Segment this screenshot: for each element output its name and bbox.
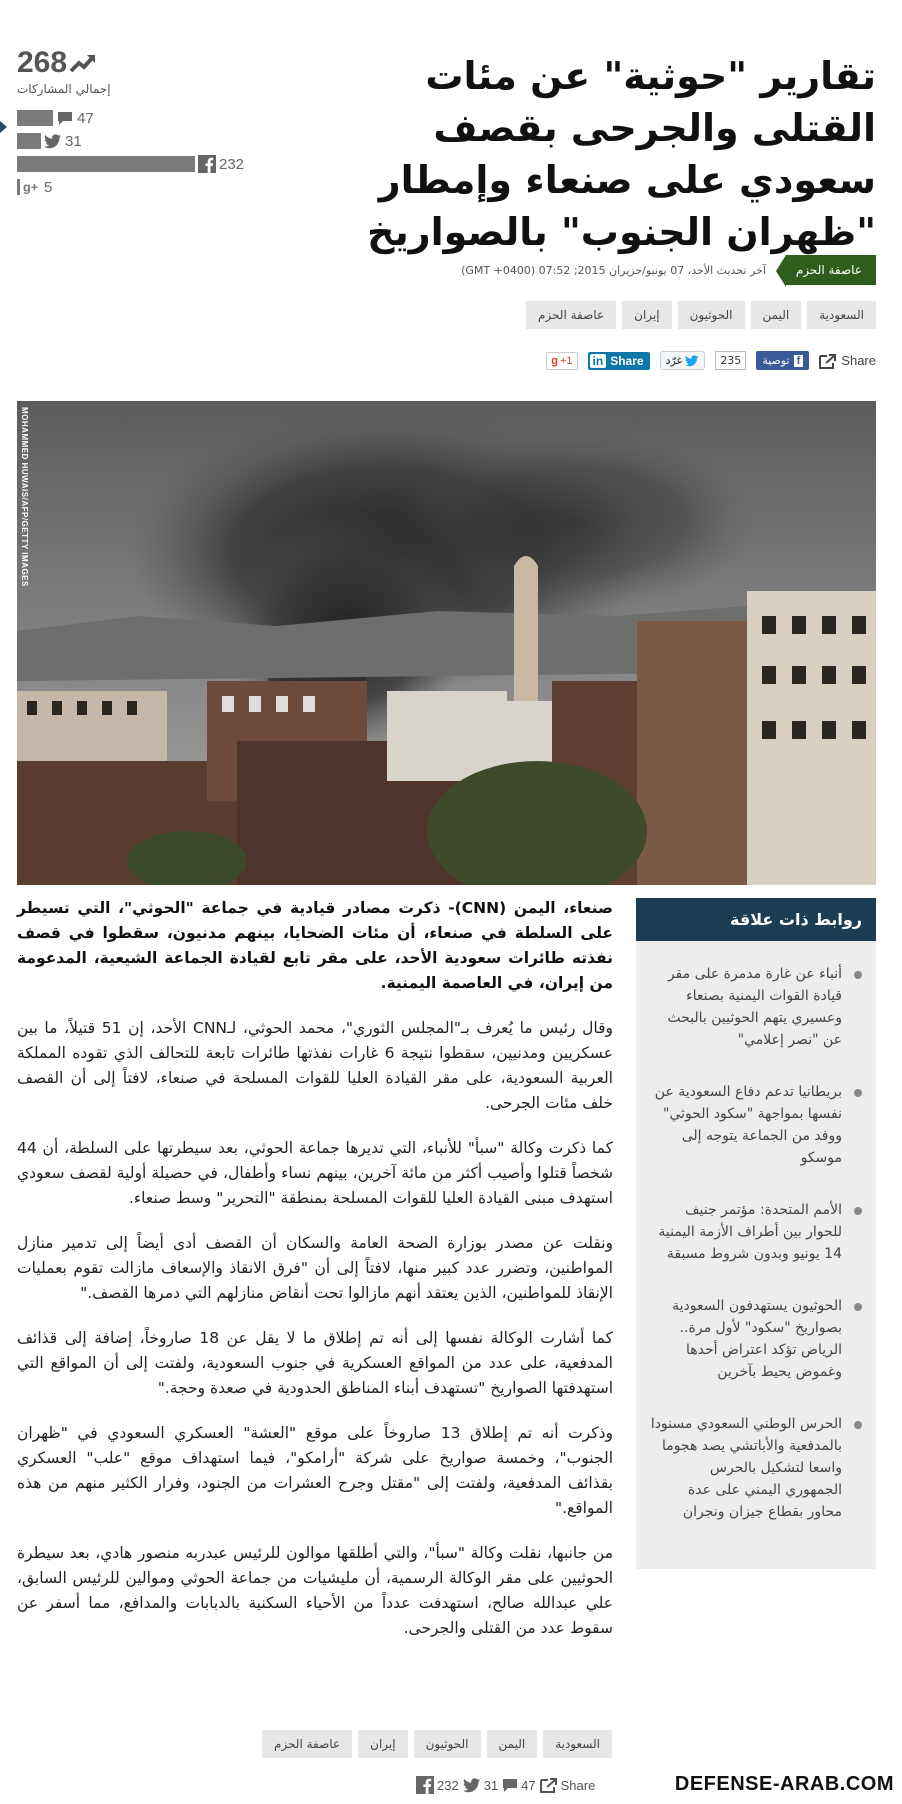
footer-twitter-count: 31 xyxy=(483,1777,499,1793)
facebook-recommend-label: توصية xyxy=(762,354,790,367)
share-total-number: 268 xyxy=(17,46,68,79)
share-bars xyxy=(17,108,267,200)
last-updated: آخر تحديث الأحد، 07 يونيو/حزيران 2015; 07:52 (GMT +0400) xyxy=(461,263,766,277)
article-headline: تقارير "حوثية" عن مئات القتلى والجرحى بقصف سعودي على صنعاء وإمطار "ظهران الجنوب" بالصواريخ xyxy=(367,54,876,254)
twitter-icon xyxy=(463,1778,481,1793)
bullet-icon xyxy=(854,1207,862,1215)
footer-comments[interactable] xyxy=(502,1778,535,1793)
tag-saudi[interactable]: السعودية xyxy=(543,1730,612,1758)
tag-yemen[interactable]: اليمن xyxy=(487,1730,538,1758)
related-links-list xyxy=(636,941,876,1569)
footer-facebook-share[interactable] xyxy=(416,1776,459,1794)
tags-bottom xyxy=(262,1730,612,1758)
linkedin-share-label: Share xyxy=(610,353,644,368)
site-watermark: DEFENSE-ARAB.COM xyxy=(674,1773,894,1795)
tweet-button[interactable] xyxy=(660,351,706,370)
section-badge[interactable]: عاصفة الحزم xyxy=(786,255,876,285)
hero-image xyxy=(17,401,876,885)
related-link-item xyxy=(650,1295,862,1383)
tag-decisive-storm[interactable]: عاصفة الحزم xyxy=(262,1730,352,1758)
twitter-share-row[interactable] xyxy=(17,131,267,151)
comments-share-row[interactable] xyxy=(17,108,267,128)
related-link-item xyxy=(650,1199,862,1265)
article-paragraph: من جانبها، نقلت وكالة "سبأ"، والتي أطلقها موالون للرئيس عبدربه منصور هادي، بعد سيطرة الحوثيين على مقر الوكالة الرسمية، أن مليشيات من جماعة الحوثي وموالين للرئيس السابق، علي عبدالله صالح، استهدفت عدداً من الأحياء السكنية بالدبابات والمدافع، مما أسفر عن سقوط عدد من القتلى والجرحى. xyxy=(17,1544,613,1637)
share-icon xyxy=(819,353,837,369)
article-paragraph: وقال رئيس ما يُعرف بـ"المجلس الثوري"، محمد الحوثي، لـCNN الأحد، إن 51 قتيلاً، ما بين عسكريين ومدنيين، سقطوا نتيجة 6 غارات نفذتها طائرات تابعة للتحالف الذي تقوده المملكة العربية السعودية، على مقر القيادة العليا للقوات المسلحة في صنعاء، لافتاً إلى أن القصف خلف مئات الجرحى. xyxy=(17,1019,613,1112)
bullet-icon xyxy=(854,971,862,979)
footer-share-label: Share xyxy=(560,1777,596,1793)
article-lead-paragraph: صنعاء، اليمن (CNN)- ذكرت مصادر قيادية في جماعة "الحوثي"، التي تسيطر على السلطة في صنعاء، أن مئات الضحايا، بينهم مدنيون، سقطوا في قصف نفذته طائرات سعودية الأحد، على مقر تابع لقيادة الجماعة الشيعية، المدعومة من إيران، في العاصمة اليمنية. xyxy=(17,899,613,992)
tag-iran[interactable]: إيران xyxy=(622,301,671,329)
sanaa-smoke-photo xyxy=(17,401,876,885)
twitter-icon xyxy=(44,132,62,150)
related-links xyxy=(636,898,876,1569)
tweet-label: غرّد xyxy=(665,354,683,367)
comment-icon xyxy=(56,109,74,127)
facebook-recommend-button[interactable] xyxy=(756,351,809,370)
tag-houthis[interactable]: الحوثيون xyxy=(414,1730,481,1758)
footer-comments-count: 47 xyxy=(521,1777,536,1793)
related-link[interactable]: أنباء عن غارة مدمرة على مقر قيادة القوات اليمنية بصنعاء وعسيري يتهم الحوثيين بالبحث عن "نصر إعلامي" xyxy=(667,966,842,1048)
gplus-share-row[interactable] xyxy=(17,177,267,197)
article-paragraph: ونقلت عن مصدر بوزارة الصحة العامة والسكان أن القصف أدى أيضاً إلى تدمير منازل المواطنين، وتضرر عدد كبير منها، لافتاً إلى أن "فرق الانقاذ والإسعاف مازالت تقوم بعمليات الإنقاذ للمواطنين، الذين يعتقد أنهم مازالوا تحت أنقاض منازلهم التي دمرها القصف." xyxy=(17,1234,613,1302)
social-share-row xyxy=(546,351,876,370)
facebook-share-row[interactable] xyxy=(17,154,267,174)
article-paragraph: كما أشارت الوكالة نفسها إلى أنه تم إطلاق ما لا يقل عن 18 صاروخاً، إضافة إلى قذائف المدفعية، على عدد من المواقع العسكرية في جنوب السعودية، ولفتت إلى أن المواقع التي استهدفتها الصواريخ "تستهدف أبناء المناطق الحدودية في صعدة وحجة." xyxy=(17,1329,613,1397)
footer-twitter-share[interactable] xyxy=(463,1778,498,1793)
tag-decisive-storm[interactable]: عاصفة الحزم xyxy=(526,301,616,329)
share-label: Share xyxy=(841,353,876,368)
comment-icon xyxy=(502,1778,518,1793)
facebook-small-icon: f xyxy=(794,355,804,367)
related-link[interactable]: الحوثيون يستهدفون السعودية بصواريخ "سكود" لأول مرة.. الرياض تؤكد اعتراض أحدها وغموض يحيط بآخرين xyxy=(672,1298,842,1380)
footer-facebook-count: 232 xyxy=(437,1777,459,1793)
share-button[interactable] xyxy=(819,353,876,369)
footer-share-row xyxy=(416,1776,595,1794)
related-links-title: روابط ذات علاقة xyxy=(636,898,876,941)
footer-share-button[interactable] xyxy=(540,1777,596,1793)
share-icon xyxy=(540,1777,558,1793)
photo-credit: MOHAMMED HUWAIS/AFP/GETTY IMAGES xyxy=(20,407,29,587)
article-paragraph: كما ذكرت وكالة "سبأ" للأنباء، التي تديرها جماعة الحوثي، بعد سيطرتها على السلطة، أن 44 شخصاً قتلوا وأصيب أكثر من مائة آخرين، بينهم نساء وأطفال، في حصيلة أولية لقصف سعودي استهدف مبنى القيادة العليا للقوات المسلحة بمنطقة "التحرير" وسط صنعاء. xyxy=(17,1139,613,1207)
gplus-share-count: 5 xyxy=(44,178,53,196)
tag-iran[interactable]: إيران xyxy=(358,1730,407,1758)
facebook-share-count: 232 xyxy=(219,155,245,173)
related-link[interactable]: الحرس الوطني السعودي مسنودا بالمدفعية والأباتشي يصد هجوما واسعا لتشكيل بالحرس الجمهوري اليمني على عدة محاور بقطاع جيزان ونجران xyxy=(650,1416,842,1520)
tag-houthis[interactable]: الحوثيون xyxy=(678,301,745,329)
svg-text:g+: g+ xyxy=(23,180,39,195)
facebook-recommend-count: 235 xyxy=(715,351,746,370)
twitter-share-bar xyxy=(17,133,41,149)
article-meta xyxy=(461,255,876,285)
comments-share-count: 47 xyxy=(77,109,94,127)
gplus-label: +1 xyxy=(560,354,573,367)
comments-share-bar xyxy=(17,110,53,126)
article-body xyxy=(17,896,613,1661)
twitter-share-count: 31 xyxy=(65,132,82,150)
gplus-small-icon: g xyxy=(551,354,558,367)
twitter-bird-icon xyxy=(685,355,699,367)
gplus-share-bar xyxy=(17,179,20,195)
facebook-share-bar xyxy=(17,156,195,172)
tag-yemen[interactable]: اليمن xyxy=(751,301,802,329)
related-link-item xyxy=(650,1081,862,1169)
tag-saudi[interactable]: السعودية xyxy=(807,301,876,329)
related-link-item xyxy=(650,1413,862,1523)
related-link-item xyxy=(650,963,862,1051)
gplus-button[interactable] xyxy=(546,352,577,370)
related-link[interactable]: بريطانيا تدعم دفاع السعودية عن نفسها بمواجهة "سكود الحوثي" ووفد من الجماعة يتوجه إلى موسكو xyxy=(654,1084,842,1166)
tags-top xyxy=(526,301,876,329)
bullet-icon xyxy=(854,1421,862,1429)
share-total-label: إجمالي المشاركات xyxy=(17,82,111,96)
linkedin-share-button[interactable] xyxy=(588,352,650,370)
share-total xyxy=(17,46,127,96)
facebook-icon xyxy=(198,155,216,173)
related-link[interactable]: الأمم المتحدة: مؤتمر جنيف للحوار بين أطراف الأزمة اليمنية 14 يونيو وبدون شروط مسبقة xyxy=(658,1202,842,1262)
bullet-icon xyxy=(854,1303,862,1311)
share-total-count xyxy=(17,46,127,80)
facebook-icon xyxy=(416,1776,434,1794)
bullet-icon xyxy=(854,1089,862,1097)
gplus-icon xyxy=(23,178,41,196)
share-bar-marker xyxy=(0,121,7,133)
linkedin-icon: in xyxy=(590,354,607,368)
trending-arrow-icon xyxy=(69,51,97,75)
article-paragraph: وذكرت أنه تم إطلاق 13 صاروخاً على موقع "العشة" العسكري السعودي في "ظهران الجنوب"، وخمسة صواريخ على شركة "أرامكو"، فيما استهداف موقع "علب" العسكري بقذائف المدفعية، ولفتت إلى "مقتل وجرح العشرات من الجنود، وفرار الكثير منهم من هذه المواقع." xyxy=(17,1424,613,1517)
